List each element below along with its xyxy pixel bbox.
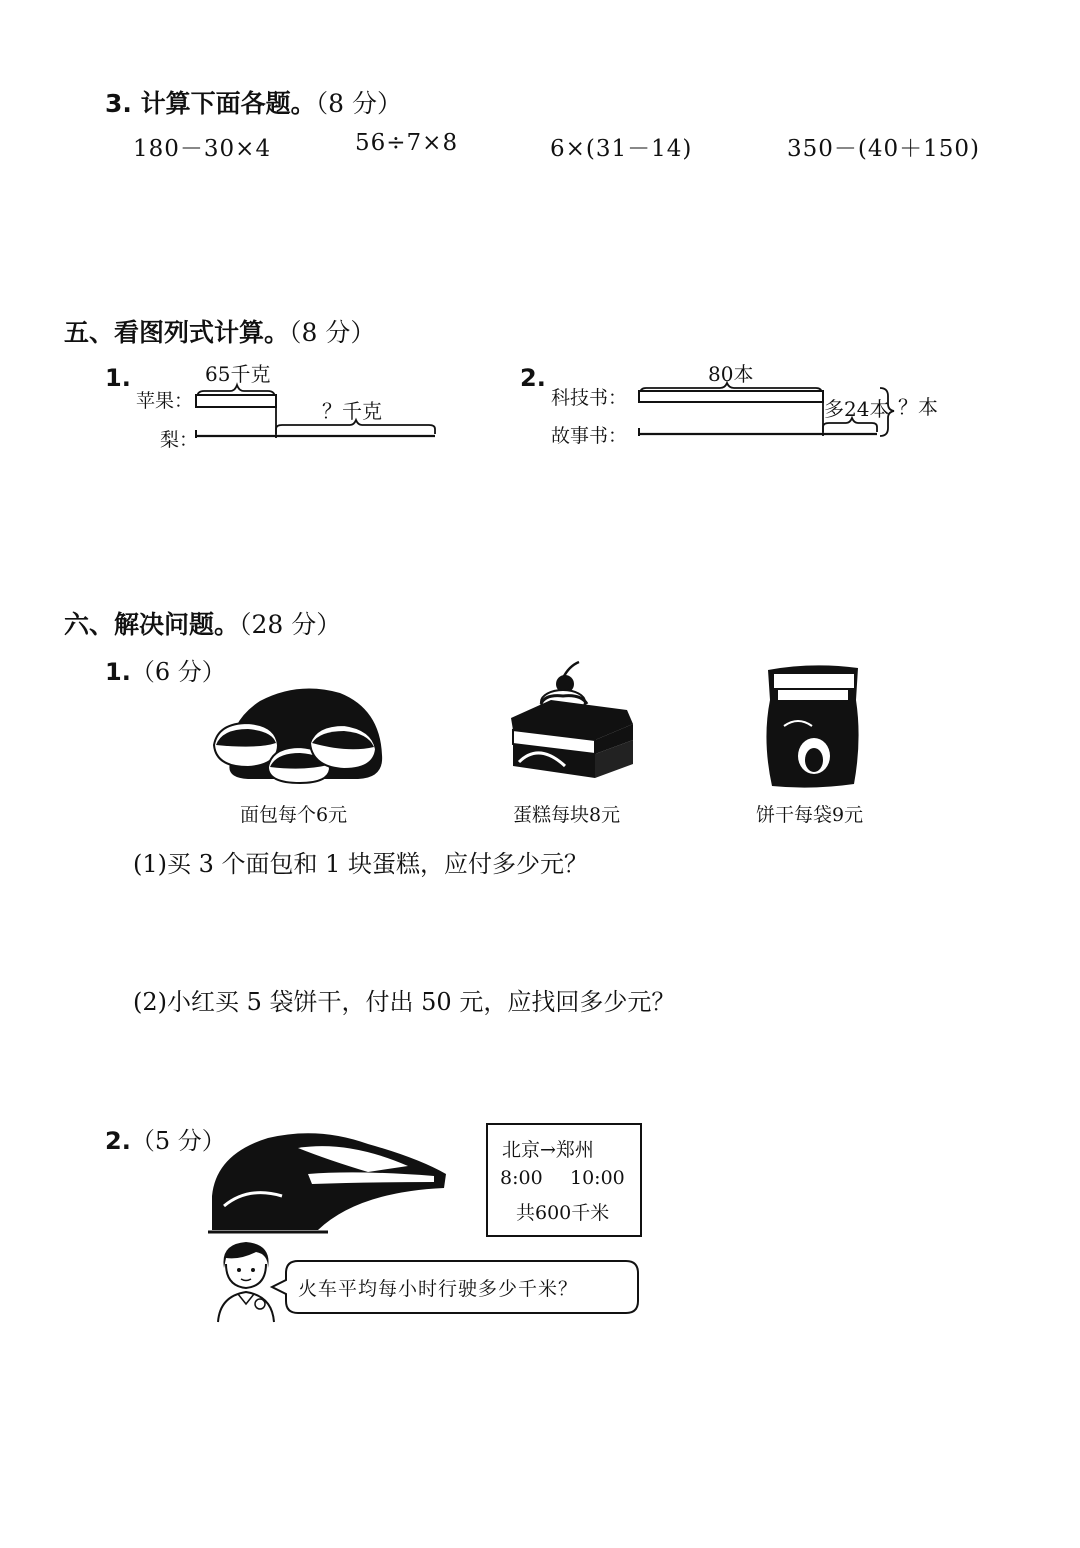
apple-bar (196, 395, 276, 407)
extra-amount-label: ？千克 (322, 399, 382, 423)
section5-heading (64, 313, 375, 349)
cake-icon (505, 658, 640, 788)
train-question: 火车平均每小时行驶多少千米？ (298, 1278, 579, 1300)
s5-q1-number: 1. (105, 364, 131, 392)
s6-q1-number: 1. (105, 658, 131, 686)
route-label: 北京→郑州 (502, 1139, 594, 1161)
section6-title: 六、解决问题。 (64, 610, 240, 639)
apple-label: 苹果： (136, 390, 194, 412)
apple-amount-label: 65千克 (205, 362, 271, 386)
extra-brace (276, 420, 435, 434)
q3-title: 3. 计算下面各题。 (105, 89, 316, 118)
s6-q2-points: （5 分） (130, 1127, 226, 1155)
bread-caption: 面包每个6元 (240, 804, 348, 826)
section6-points: （28 分） (239, 610, 342, 639)
depart-time: 8:00 (500, 1167, 543, 1189)
s5-q2-number: 2. (520, 364, 546, 392)
s6-q1-points: （6 分） (130, 658, 226, 686)
science-bar (639, 391, 823, 402)
expression-2: 56÷7×8 (355, 130, 459, 156)
cake-caption: 蛋糕每块8元 (513, 804, 621, 826)
expression-3: 6×(31－14) (550, 136, 693, 162)
timetable-box (486, 1123, 642, 1237)
more-amount-label: 多24本 (824, 397, 890, 421)
section5-points: （8 分） (289, 318, 376, 347)
science-books-label: 科技书： (551, 387, 628, 409)
expression-1: 180－30×4 (133, 136, 272, 162)
expression-4: 350－(40＋150) (787, 136, 981, 162)
s6-q2-number: 2. (105, 1127, 131, 1155)
arrive-time: 10:00 (570, 1167, 625, 1189)
s6-q1-sub1: (1)买 3 个面包和 1 块蛋糕，应付多少元？ (133, 850, 589, 878)
biscuit-caption: 饼干每袋9元 (756, 804, 864, 826)
s6-q1-sub2: (2)小红买 5 袋饼干，付出 50 元，应找回多少元？ (133, 988, 676, 1016)
books-segment-diagram (632, 358, 942, 448)
train-icon (208, 1126, 453, 1236)
section6-heading (64, 605, 341, 641)
total-label: ？本 (898, 395, 938, 419)
s6-q1-heading (105, 652, 226, 687)
boy-icon (214, 1238, 276, 1324)
story-books-label: 故事书： (551, 425, 628, 447)
q3-heading (105, 84, 402, 120)
distance-label: 共600千米 (516, 1202, 610, 1224)
biscuit-bag-icon (758, 660, 868, 792)
pear-label: 梨： (160, 429, 199, 451)
science-amount-label: 80本 (708, 362, 754, 386)
q3-points: （8 分） (315, 89, 402, 118)
apple-pear-segment-diagram (190, 358, 450, 450)
bread-icon (208, 683, 388, 788)
section5-title: 五、看图列式计算。 (64, 318, 290, 347)
